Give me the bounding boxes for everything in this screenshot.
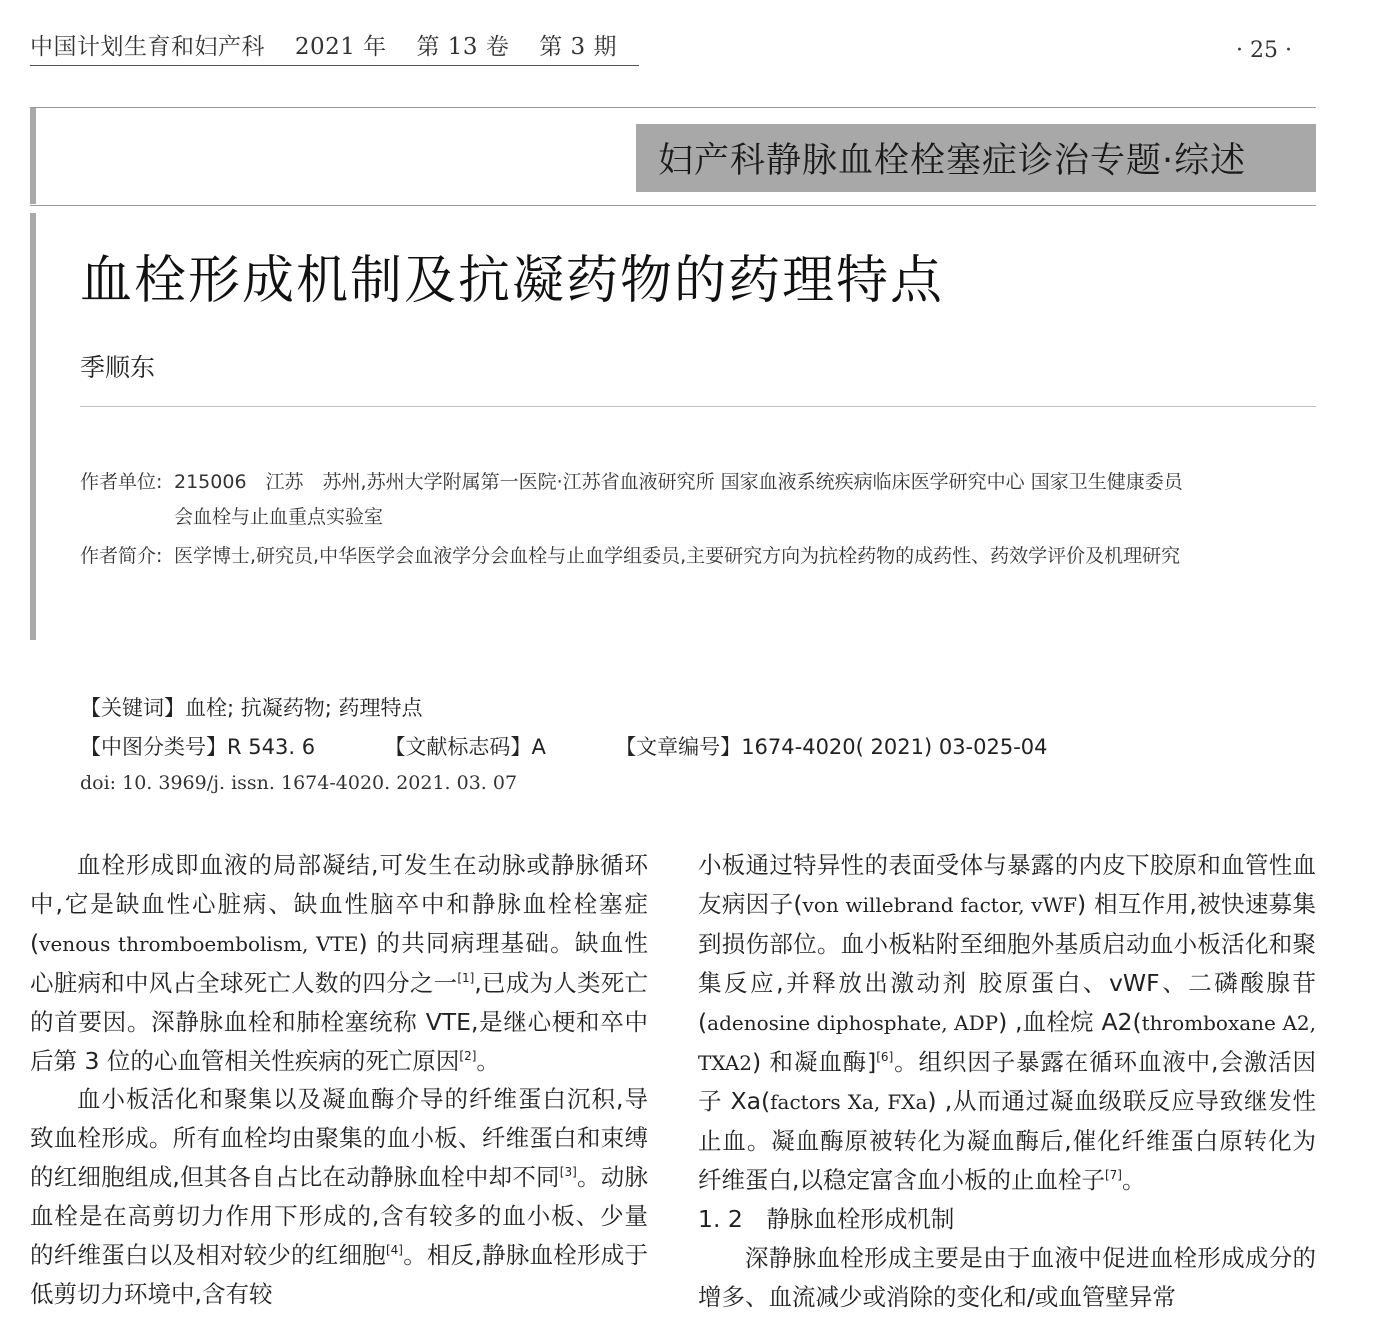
author-divider	[80, 406, 1316, 407]
journal-issue: 第 3 期	[539, 34, 617, 60]
banner-bottom-rule	[30, 205, 1316, 206]
journal-name: 中国计划生育和妇产科	[30, 34, 265, 60]
latin-term: adenosine diphosphate, ADP	[707, 1010, 999, 1035]
citation-ref[interactable]: [2]	[459, 1048, 477, 1063]
journal-volume: 第 13 卷	[416, 34, 510, 60]
text-run: 血栓形成即血液的局部凝结,可发生在动脉或静脉循环中,它是缺血性心脏病、缺血性脑卒中和静脉血栓栓塞症(	[30, 851, 648, 957]
affiliation-text: 215006 江苏 苏州,苏州大学附属第一医院·江苏省血液研究所 国家血液系统疾病临床医学研究中心 国家卫生健康委员会血栓与止血重点实验室	[174, 471, 1183, 528]
text-run: 。相反,静脉血栓形成于低剪切力环境中,含有较	[30, 1241, 648, 1308]
text-run: 。动脉血栓是在高剪切力作用下形成的,含有较多的血小板、少量的纤维蛋白以及相对较少的红细胞	[30, 1163, 648, 1270]
citation-ref[interactable]: [4]	[385, 1243, 403, 1258]
text-run: 小板通过特异性的表面受体与暴露的内皮下胶原和血管性血友病因子(	[698, 851, 1316, 918]
affiliation-block	[80, 465, 1200, 535]
text-run: 。	[476, 1046, 500, 1075]
author-name: 季顺东	[80, 353, 156, 382]
text-run: 血小板活化和聚集以及凝血酶介导的纤维蛋白沉积,导致血栓形成。所有血栓均由聚集的血小板、纤维蛋白和束缚的红细胞组成,但其各自占比在动静脉血栓中却不同	[30, 1085, 648, 1192]
page-number: · 25 ·	[1236, 38, 1292, 63]
latin-term: thromboxane A2, TXA2	[698, 1010, 1316, 1075]
journal-year: 2021 年	[294, 34, 387, 60]
bio-label: 作者简介:	[80, 545, 163, 567]
body-paragraph	[30, 1080, 648, 1313]
body-paragraph	[698, 846, 1316, 1200]
article-title: 血栓形成机制及抗凝药物的药理特点	[80, 251, 945, 311]
text-run: 。组织因子暴露在循环血液中,会激活因子 Xa(	[698, 1047, 1316, 1116]
doi: doi: 10. 3969/j. issn. 1674-4020. 2021. 03. 07	[80, 772, 518, 794]
classification-line	[80, 731, 1048, 761]
keywords-text: 血栓; 抗凝药物; 药理特点	[185, 696, 423, 720]
citation-ref[interactable]: [7]	[1104, 1168, 1122, 1183]
keywords-line	[80, 692, 423, 722]
bio-text: 医学博士,研究员,中华医学会血液学分会血栓与止血学组委员,主要研究方向为抗栓药物的成药性、药效学评价及机理研究	[174, 545, 1181, 567]
clc-label: 【中图分类号】	[80, 735, 227, 759]
keywords-label: 【关键词】	[80, 696, 185, 720]
text-run: ,已成为人类死亡的首要因。深静脉血栓和肺栓塞统称 VTE,是继心梗和卒中后第 3 位的心血管相关性疾病的死亡原因	[30, 968, 648, 1075]
body-paragraph: 深静脉血栓形成主要是由于血液中促进血栓形成成分的增多、血流减少或消除的变化和/或血管壁异常	[698, 1244, 1316, 1311]
text-run: ) 相互作用,被快速募集到损伤部位。血小板粘附至细胞外基质启动血小板活化和聚集反应,并释放出激动剂 胶原蛋白、vWF、二磷酸腺苷(	[698, 889, 1317, 1036]
doc-code-label: 【文献标志码】	[384, 735, 532, 759]
section-banner: 妇产科静脉血栓栓塞症诊治专题·综述	[636, 124, 1316, 192]
body-column-right	[698, 846, 1316, 1317]
doc-code-value: A	[531, 735, 546, 759]
left-accent-bar-lower	[30, 213, 36, 640]
text-run: 。	[1121, 1166, 1146, 1195]
running-header	[30, 28, 639, 66]
left-accent-bar	[30, 108, 36, 204]
citation-ref[interactable]: [6]	[876, 1049, 894, 1064]
latin-term: venous thromboembolism, VTE	[39, 931, 359, 956]
clc-value: R 543. 6	[227, 735, 316, 759]
body-column-left	[30, 846, 648, 1314]
top-rule	[30, 107, 1316, 108]
citation-ref[interactable]: [3]	[559, 1165, 577, 1180]
section-subheading: 1. 2 静脉血栓形成机制	[698, 1205, 955, 1234]
text-run: ) ,血栓烷 A2(	[998, 1007, 1142, 1036]
affiliation-label: 作者单位:	[80, 471, 163, 493]
bio-block	[80, 539, 1200, 574]
text-run: ) ,从而通过凝血级联反应导致继发性止血。凝血酶原被转化为凝血酶后,催化纤维蛋白原转化为纤维蛋白,以稳定富含血小板的止血栓子	[698, 1087, 1317, 1195]
body-paragraph	[30, 846, 648, 1080]
latin-term: factors Xa, FXa	[770, 1090, 928, 1115]
citation-ref[interactable]: [1]	[457, 970, 475, 985]
article-number-label: 【文章编号】	[615, 735, 742, 759]
text-run: ) 和凝血酶]	[752, 1047, 877, 1076]
text-run: ) 的共同病理基础。缺血性心脏病和中风占全球死亡人数的四分之一	[30, 928, 649, 997]
latin-term: von willebrand factor, vWF	[802, 892, 1078, 917]
article-number-value: 1674-4020( 2021) 03-025-04	[741, 735, 1048, 759]
